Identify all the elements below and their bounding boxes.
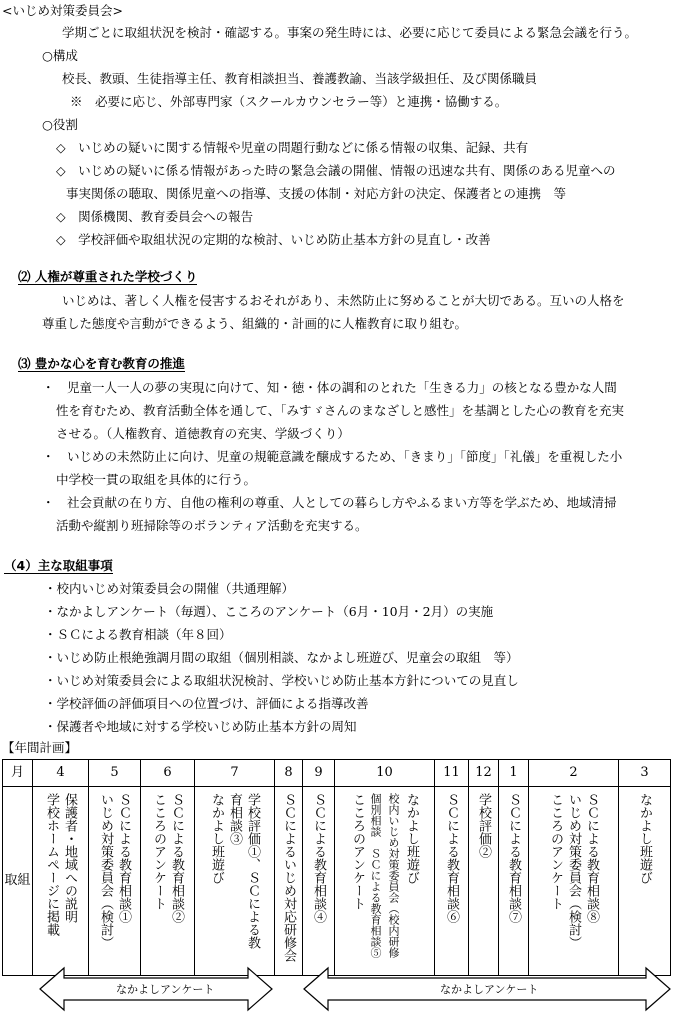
activity-text: ＳＣによるいじめ対応研修会 [281, 793, 296, 962]
activity-text: なかよし班遊び [209, 793, 224, 884]
month-cell: 9 [303, 760, 335, 787]
month-cell: 8 [275, 760, 303, 787]
activities-cell [469, 787, 499, 976]
section2-line: いじめは、著しく人権を侵害するおそれがあり、未然防止に努めることが大切である。互いの人格を [62, 293, 625, 308]
roles-heading: ○役割 [42, 117, 78, 132]
activities-cell [195, 787, 275, 976]
activity-text: 学校評価①、ＳＣによる教 [245, 793, 260, 949]
activity-text: ＳＣによる教育相談⑦ [506, 793, 521, 923]
activities-row-label: 取組 [3, 787, 33, 976]
activities-cell [275, 787, 303, 976]
activity-text: 保護者・地域への説明 [62, 793, 77, 923]
role-item: ◇ 学校評価や取組状況の定期的な検討、いじめ防止基本方針の見直し・改善 [56, 232, 491, 247]
activities-cell [335, 787, 435, 976]
role-item: ◇ いじめの疑いに関する情報や児童の問題行動などに係る情報の収集、記録、共有 [56, 140, 529, 155]
month-cell: 3 [619, 760, 671, 787]
activity-text: ＳＣによる教育相談⑧ [584, 793, 599, 923]
activities-cell [303, 787, 335, 976]
section3-line: 活動や縦割り班掃除等のボランティア活動を充実する。 [56, 518, 368, 533]
activities-cell [89, 787, 141, 976]
arrow-label: なかよしアンケート [440, 983, 539, 996]
month-row [3, 760, 671, 787]
activities-cell [33, 787, 89, 976]
activity-text: いじめ対策委員会（検討） [566, 793, 581, 949]
role-item: ◇ 関係機関、教育委員会への報告 [56, 209, 254, 224]
committee-intro: 学期ごとに取組状況を検討・確認する。事案の発生時には、必要に応じて委員による緊急会議を行う。 [62, 25, 638, 40]
committee-heading: <いじめ対策委員会> [2, 3, 123, 18]
plan-heading: 【年間計画】 [2, 740, 78, 755]
activity-text: 育相談③ [227, 793, 242, 845]
section4-item: ・学校評価の評価項目への位置づけ、評価による指導改善 [44, 696, 369, 711]
section2-heading: ⑵ 人権が尊重された学校づくり [18, 269, 198, 284]
month-cell: 10 [335, 760, 435, 787]
section4-item: ・校内いじめ対策委員会の開催（共通理解） [44, 581, 295, 596]
activity-text: こころのアンケート [151, 793, 166, 910]
month-cell: 12 [469, 760, 499, 787]
activity-text: ＳＣによる教育相談⑥ [444, 793, 459, 923]
activities-row [3, 787, 671, 976]
activity-text: なかよし班遊び [404, 793, 419, 884]
role-item: ◇ いじめの疑いに係る情報があった時の緊急会議の開催、情報の迅速な共有、関係のある児童への [56, 163, 616, 178]
month-cell: 4 [33, 760, 89, 787]
activity-text: なかよし班遊び [637, 793, 652, 884]
activity-text: 個別相談 ＳＣによる教育相談⑤ [369, 793, 382, 958]
role-item: 事実関係の聴取、関係児童への指導、支援の体制・対応方針の決定、保護者との連携 等 [66, 186, 567, 201]
activities-cell [499, 787, 529, 976]
activity-text: 校内いじめ対策委員会（校内研修 [387, 793, 400, 958]
month-cell: 5 [89, 760, 141, 787]
composition-text: 校長、教頭、生徒指導主任、教育相談担当、養護教諭、当該学級担任、及び関係職員 [62, 71, 538, 86]
activity-text: ＳＣによる教育相談④ [311, 793, 326, 923]
composition-note: ※ 必要に応じ、外部専門家（スクールカウンセラー等）と連携・協働する。 [70, 94, 508, 109]
activities-cell [529, 787, 619, 976]
activities-cell [435, 787, 469, 976]
activity-text: いじめ対策委員会（検討） [98, 793, 113, 949]
section2-line: 尊重した態度や言動ができるよう、組織的・計画的に人権教育に取り組む。 [42, 316, 468, 331]
section4-heading: （4）主な取組事項 [4, 558, 113, 573]
activity-text: こころのアンケート [548, 793, 563, 910]
section4-item: ・なかよしアンケート（毎週）、こころのアンケート（6月・10月・2月）の実施 [44, 604, 494, 619]
section4-item: ・いじめ防止根絶強調月間の取組（個別相談、なかよし班遊び、児童会の取組 等） [44, 650, 519, 665]
section3-line: 性を育むため、教育活動全体を通して、「みすゞさんのまなざしと感性」を基調とした心の教育を充実 [56, 403, 625, 418]
section4-item: ・保護者や地域に対する学校いじめ防止基本方針の周知 [44, 719, 357, 734]
arrow-label: なかよしアンケート [116, 983, 215, 996]
activity-text: 学校ホームページに掲載 [44, 793, 59, 936]
activity-text: ＳＣによる教育相談① [116, 793, 131, 923]
section3-line: ・ いじめの未然防止に向け、児童の規範意識を醸成するため、「きまり」「節度」「礼儀」を重視した小 [42, 449, 623, 464]
section3-line: させる。（人権教育、道徳教育の充実、学級づくり） [56, 426, 350, 441]
section3-heading: ⑶ 豊かな心を育む教育の推進 [18, 356, 185, 371]
section3-line: ・ 社会貢献の在り方、自他の権利の尊重、人としての暮らし方やふるまい方等を学ぶため、地域清掃 [42, 495, 617, 510]
section3-line: 中学校一貫の取組を具体的に行う。 [56, 472, 257, 487]
activities-cell [619, 787, 671, 976]
activity-text: ＳＣによる教育相談② [169, 793, 184, 923]
month-cell: 2 [529, 760, 619, 787]
month-cell: 1 [499, 760, 529, 787]
month-cell: 11 [435, 760, 469, 787]
month-cell: 6 [141, 760, 195, 787]
section3-line: ・ 児童一人一人の夢の実現に向けて、知・徳・体の調和のとれた「生きる力」の核となる豊かな人間 [42, 380, 617, 395]
month-header-label: 月 [3, 760, 33, 787]
activity-text: 学校評価② [476, 793, 491, 858]
activity-text: こころのアンケート [350, 793, 365, 910]
annual-plan-table [2, 759, 671, 976]
composition-heading: ○構成 [42, 48, 78, 63]
activities-cell [141, 787, 195, 976]
section4-item: ・いじめ対策委員会による取組状況検討、学校いじめ防止基本方針についての見直し [44, 673, 519, 688]
section4-item: ・ＳＣによる教育相談（年８回） [44, 627, 232, 642]
month-cell: 7 [195, 760, 275, 787]
